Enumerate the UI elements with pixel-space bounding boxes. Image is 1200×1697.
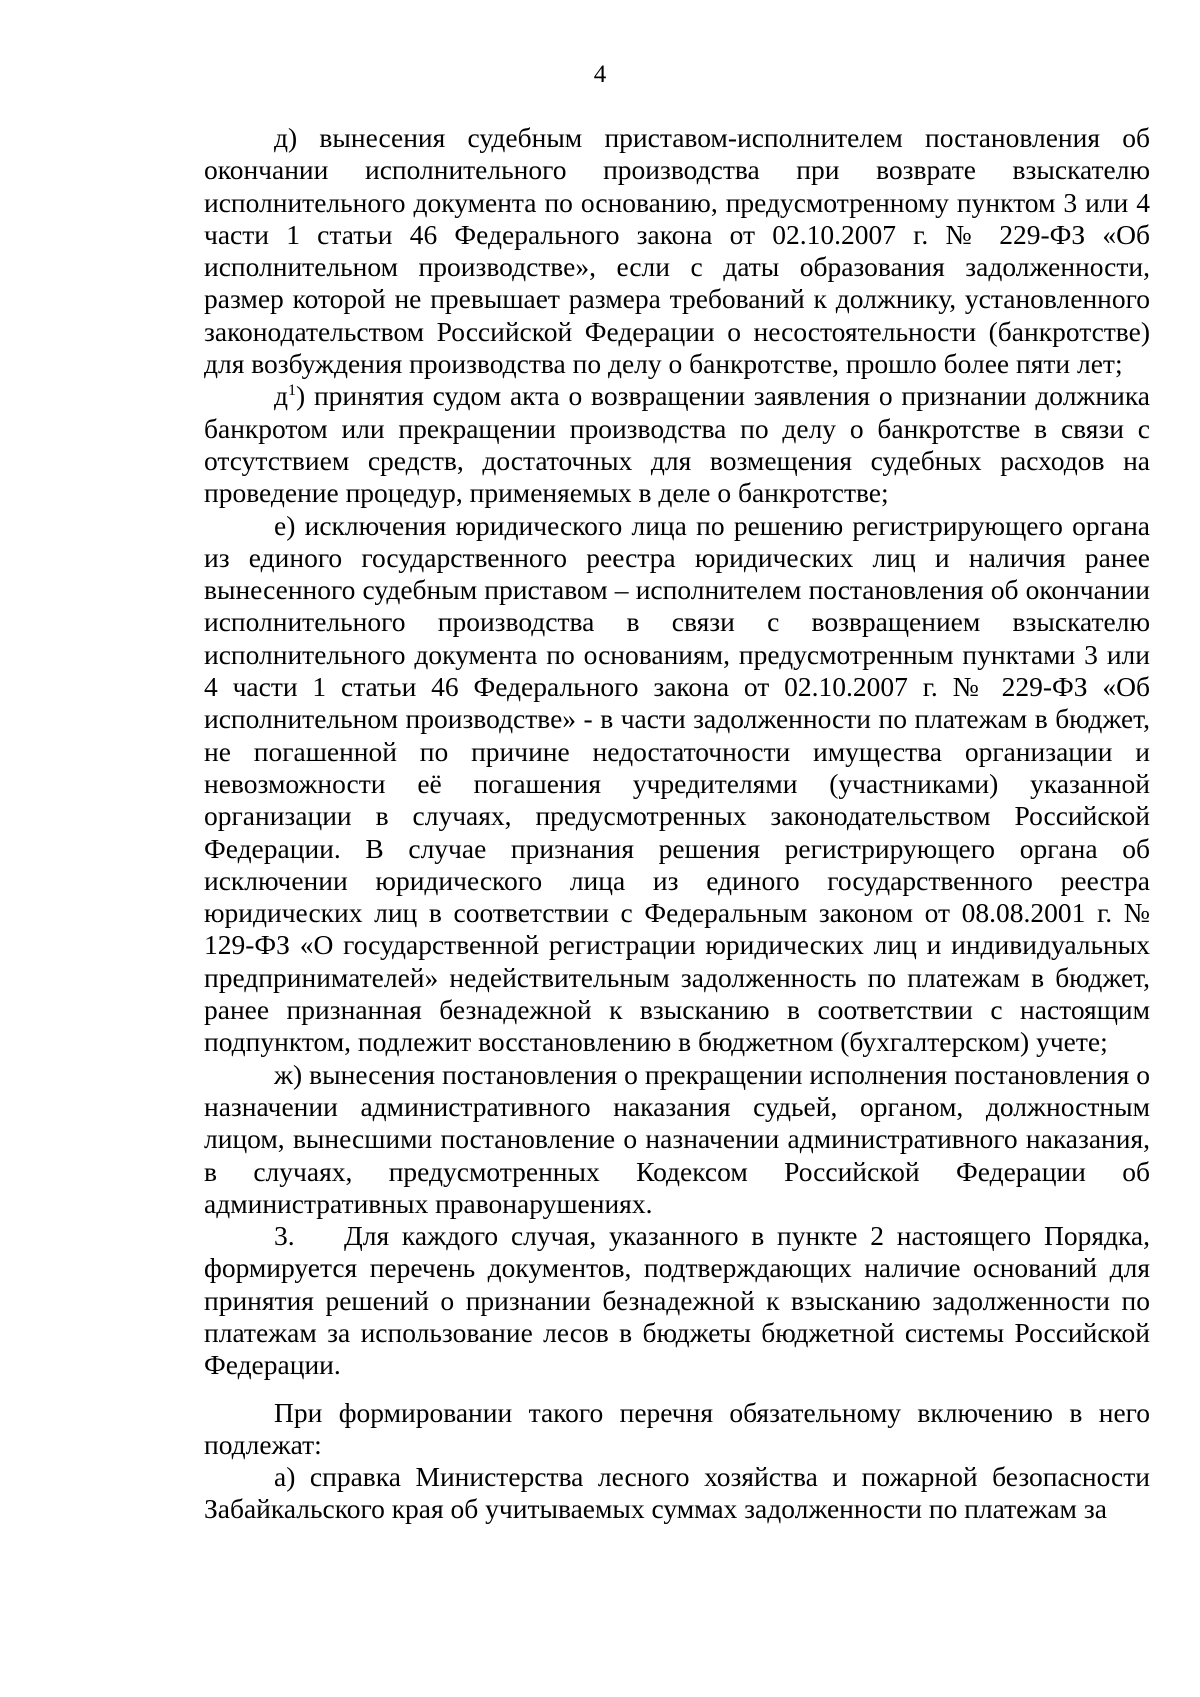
paragraph-d1 (204, 380, 1150, 509)
item-3-text: Для каждого случая, указанного в пункте 2 настоящего Порядка, формируется перечень документов, подтверждающих наличие оснований для принятия решений о признании безнадежной к взысканию задолженности по платежам за использование лесов в бюджеты бюджетной системы Российской Федерации. (204, 1220, 1150, 1381)
paragraph-zh: ж) вынесения постановления о прекращении исполнения постановления о назначении административного наказания судьей, органом, должностным лицом, вынесшими постановление о назначении административного наказания, в случаях, предусмотренных Кодексом Российской Федерации об административных правонарушениях. (204, 1058, 1150, 1219)
paragraph-list-intro: При формировании такого перечня обязательному включению в него подлежат: (204, 1396, 1150, 1460)
paragraph-e: е) исключения юридического лица по решению регистрирующего органа из единого государственного реестра юридических лиц и наличия ранее вынесенного судебным приставом – исполнителем постановления об окончании исполнительного производства в связи с возвращением взыскателю исполнительного документа по основаниям, предусмотренным пунктами 3 или 4 части 1 статьи 46 Федерального закона от 02.10.2007 г. № 229-ФЗ «Об исполнительном производстве» - в части задолженности по платежам в бюджет, не погашенной по причине недостаточности имущества организации и невозможности её погашения учредителями (участниками) указанной организации в случаях, предусмотренных законодательством Российской Федерации. В случае признания решения регистрирующего органа об исключении юридического лица из единого государственного реестра юридических лиц в соответствии с Федеральным законом от 08.08.2001 г. № 129-ФЗ «О государственной регистрации юридических лиц и индивидуальных предпринимателей» недействительным задолженность по платежам в бюджет, ранее признанная безнадежной к взысканию в соответствии с настоящим подпунктом, подлежит восстановлению в бюджетном (бухгалтерском) учете; (204, 509, 1150, 1058)
paragraph-a: а) справка Министерства лесного хозяйства и пожарной безопасности Забайкальского края об учитываемых суммах задолженности по платежам за (204, 1461, 1150, 1525)
paragraph-d: д) вынесения судебным приставом-исполнителем постановления об окончании исполнительного производства при возврате взыскателю исполнительного документа по основанию, предусмотренному пунктом 3 или 4 части 1 статьи 46 Федерального закона от 02.10.2007 г. № 229-ФЗ «Об исполнительном производстве», если с даты образования задолженности, размер которой не превышает размера требований к должнику, установленного законодательством Российской Федерации о несостоятельности (банкротстве) для возбуждения производства по делу о банкротстве, прошло более пяти лет; (204, 122, 1150, 380)
paragraph-d1-text: ) принятия судом акта о возвращении заявления о признании должника банкротом или прекращении производства по делу о банкротстве в связи с отсутствием средств, достаточных для возмещения судебных расходов на проведение процедур, применяемых в деле о банкротстве; (204, 380, 1150, 509)
document-body (204, 122, 1150, 1526)
page-number: 4 (593, 61, 607, 88)
paragraph-d1-superscript: 1 (288, 382, 296, 400)
item-3-number: 3. (274, 1220, 295, 1252)
paragraph-item-3 (204, 1220, 1150, 1381)
paragraph-d1-letter: д (274, 380, 288, 412)
